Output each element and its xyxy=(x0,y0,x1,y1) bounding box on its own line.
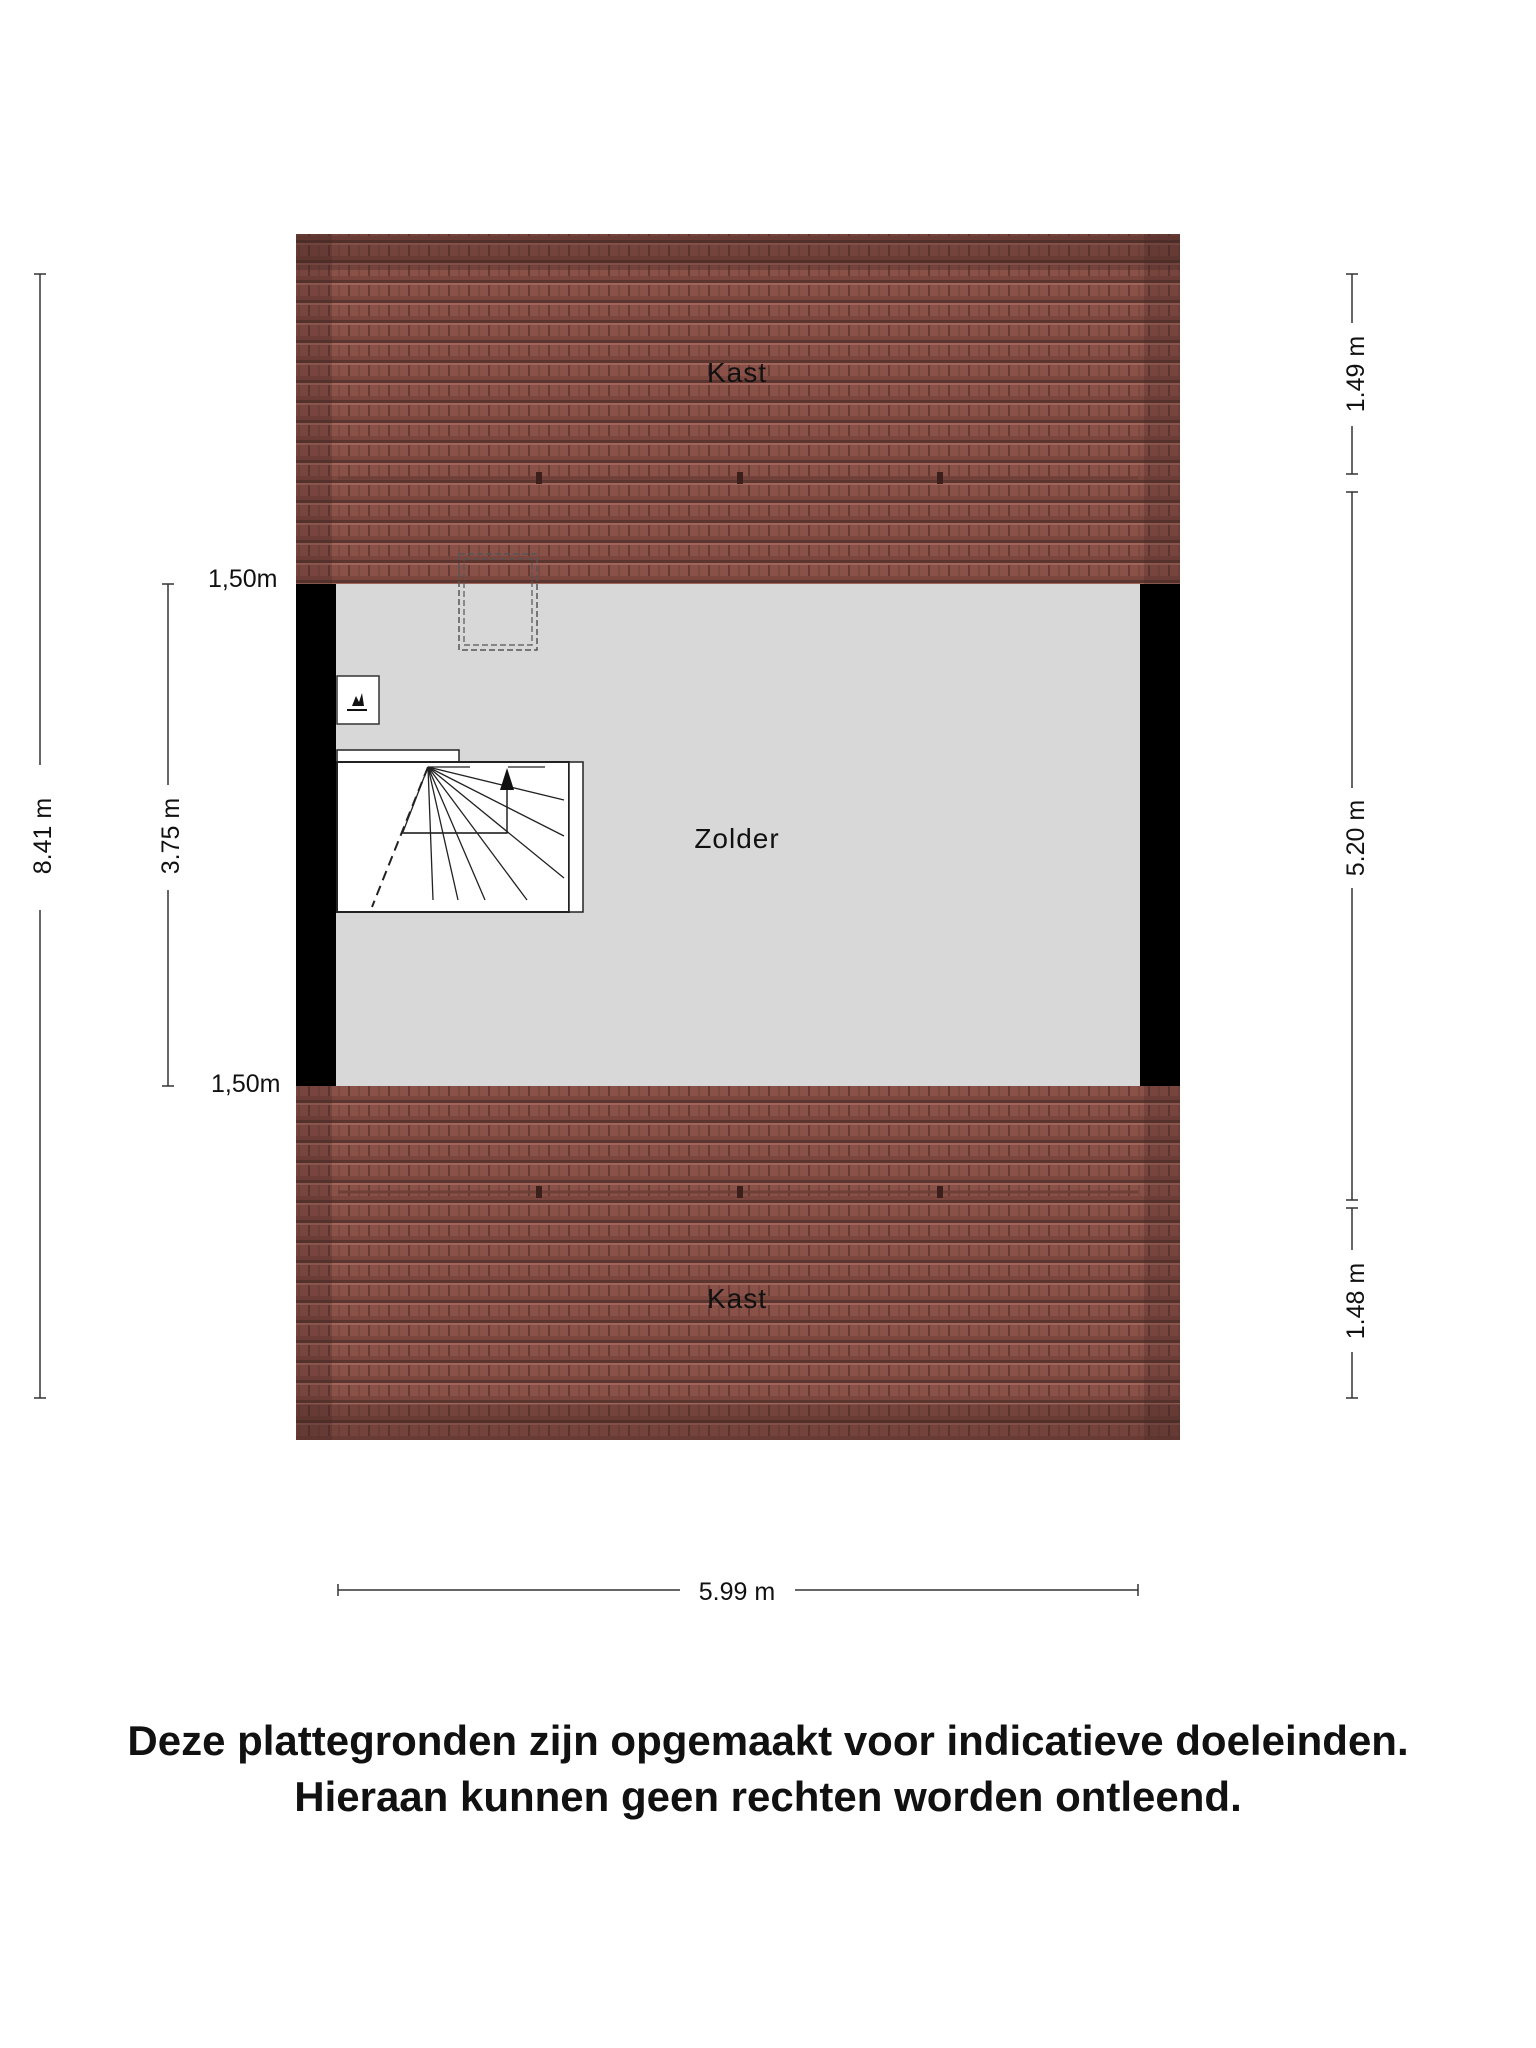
dim-bottom-label: 5.99 m xyxy=(698,1578,776,1606)
room-label-kast-bottom: Kast xyxy=(706,1283,768,1314)
disclaimer-line-2: Hieraan kunnen geen rechten worden ontleend. xyxy=(294,1773,1242,1820)
roof-top xyxy=(296,234,1180,584)
room-label-kast-top: Kast xyxy=(706,357,768,388)
staircase xyxy=(337,750,583,912)
dim-left-total-label: 8.41 m xyxy=(29,797,57,875)
height-marker-top: 1,50m xyxy=(208,565,278,593)
disclaimer-line-1: Deze plattegronden zijn opgemaakt voor indicatieve doeleinden. xyxy=(127,1717,1409,1764)
room-label-zolder: Zolder xyxy=(694,823,780,854)
dim-right-top-label: 1.49 m xyxy=(1342,335,1370,413)
height-marker-bottom: 1,50m xyxy=(211,1070,281,1098)
dim-left-inner-label: 3.75 m xyxy=(157,797,185,875)
dim-right-middle-label: 5.20 m xyxy=(1342,799,1370,877)
roof-bottom xyxy=(296,1086,1180,1440)
dim-right-bottom-label: 1.48 m xyxy=(1342,1262,1370,1340)
right-wall xyxy=(1140,584,1180,1086)
left-wall xyxy=(296,584,336,1086)
chimney-fixture xyxy=(337,676,379,724)
